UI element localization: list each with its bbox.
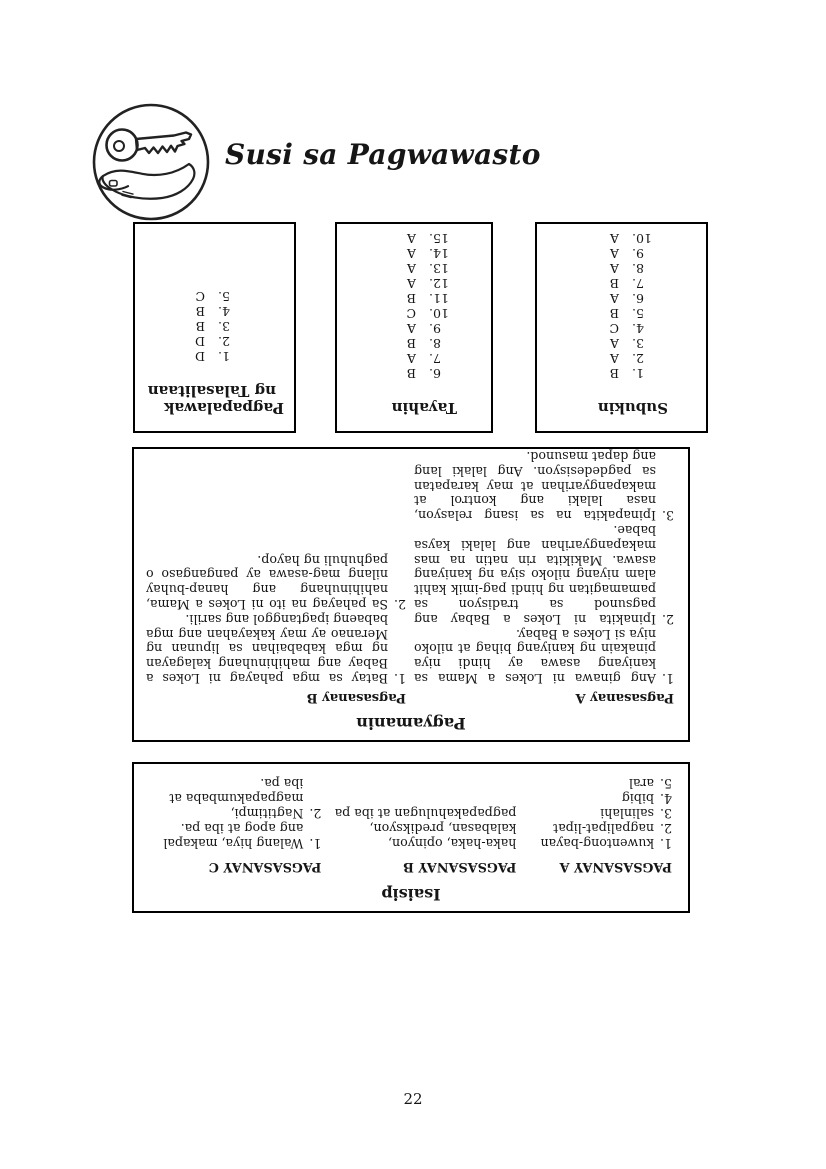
- answer-letter: A: [609, 231, 619, 246]
- hand-holding-key-logo-icon: [90, 101, 212, 223]
- rotated-content: [135, 224, 294, 431]
- item-number: 2.: [393, 597, 406, 613]
- answer-row: [537, 366, 656, 381]
- item-text: Nagtitimpi, magpapakumbaba at iba pa.: [169, 776, 304, 821]
- numbered-answer: [516, 821, 672, 836]
- numbered-answer: [516, 776, 672, 791]
- answer-list: [337, 231, 453, 381]
- numbered-answer: [414, 449, 674, 522]
- answer-row: [135, 304, 242, 319]
- answer-number: 4.: [218, 304, 230, 319]
- answer-row: [537, 351, 656, 366]
- answer-paragraph-list: [414, 449, 674, 685]
- item-number: 2.: [661, 611, 674, 627]
- numbered-answer: [150, 821, 321, 851]
- answer-key-box-tayahin: [335, 222, 493, 433]
- answer-key-box-pagyamanin: [132, 447, 690, 742]
- answer-key-box-isaisip: [132, 762, 690, 913]
- answer-row: [537, 246, 656, 261]
- answer-number: 10.: [429, 306, 449, 321]
- answer-row: [135, 289, 242, 304]
- pagsasanay-a-column: [414, 449, 674, 705]
- answer-row: [337, 231, 453, 246]
- item-text: Ang ginawa ni Lokes a Mama sa kaniyang asawa ay hindi niya pinakain ng kaniyang bihag at niloko niya si Lokes a Babay.: [414, 626, 656, 686]
- item-number: 1.: [393, 671, 406, 686]
- numbered-answer: [414, 626, 674, 685]
- item-number: 5.: [659, 776, 672, 791]
- answer-row: [135, 319, 242, 334]
- numbered-answer: [150, 776, 321, 821]
- pagsasanay-b-column: [146, 449, 406, 705]
- numbered-answer: [516, 806, 672, 821]
- answer-letter: C: [406, 306, 416, 321]
- answer-number: 7.: [429, 351, 441, 366]
- column-heading: Pagsasanay B: [306, 690, 406, 705]
- item-number: 3.: [659, 806, 672, 821]
- item-text: kuwentong-bayan: [540, 836, 654, 851]
- answer-letter: B: [609, 306, 619, 321]
- answer-row: [537, 261, 656, 276]
- answer-number: 2.: [632, 351, 644, 366]
- answer-letter: A: [609, 336, 619, 351]
- answer-row: [135, 349, 242, 364]
- section-title: Pagyamanin: [356, 714, 466, 733]
- column-heading: PAGSASANAY C: [208, 859, 322, 874]
- answer-letter: A: [406, 321, 416, 336]
- answer-row: [337, 291, 453, 306]
- answer-row: [537, 306, 656, 321]
- rotated-content: [337, 224, 491, 431]
- page-title: Susi sa Pagwawasto: [225, 138, 541, 171]
- answer-text: haka-haka, opinyon, kalabasan, prediksyon, pagpapakahulugan at iba pa: [334, 806, 517, 851]
- answer-letter: A: [609, 261, 619, 276]
- item-number: 4.: [659, 791, 672, 806]
- answer-letter: D: [194, 349, 205, 364]
- column-heading: PAGSASANAY A: [559, 859, 672, 874]
- answer-key-box-pagpapalawak: [133, 222, 296, 433]
- answer-letter: A: [406, 261, 416, 276]
- answer-number: 15.: [429, 231, 449, 246]
- answer-letter: B: [195, 319, 205, 334]
- answer-letter: A: [406, 351, 416, 366]
- item-text: Ipinakita ni Lokes a Babay ang pagsunod sa tradisyon sa pamamagitan ng hindi pag-imik kahit alam niyang niloko siya ng kaniyang asawa. Makikita rin natin na mas makapangyarihan ang lalaki kaysa babae.: [414, 523, 656, 627]
- item-text: nagpalipat-lipat: [553, 821, 654, 836]
- answer-number: 12.: [429, 276, 449, 291]
- answer-number: 1.: [218, 349, 230, 364]
- answer-list: [537, 231, 656, 381]
- answer-row: [537, 321, 656, 336]
- item-text: salinlahi: [600, 806, 654, 821]
- answer-letter: B: [609, 366, 619, 381]
- answer-letter: B: [406, 366, 416, 381]
- answer-number: 6.: [429, 366, 441, 381]
- answer-number: 8.: [632, 261, 644, 276]
- answer-number: 14.: [429, 246, 449, 261]
- answer-row: [337, 246, 453, 261]
- answer-number: 2.: [218, 334, 230, 349]
- answer-letter: C: [609, 321, 619, 336]
- item-number: 2.: [309, 806, 322, 821]
- answer-letter: A: [406, 276, 416, 291]
- numbered-answer: [516, 836, 672, 851]
- answer-number: 6.: [632, 291, 644, 306]
- pagsasanay-a-column: [516, 776, 672, 874]
- answer-key-title: Tayahin: [391, 399, 457, 417]
- answer-number: 11.: [429, 291, 449, 306]
- answer-row: [337, 261, 453, 276]
- answer-row: [537, 276, 656, 291]
- numbered-answer: [146, 552, 406, 611]
- item-number: 3.: [661, 508, 674, 524]
- pagsasanay-c-column: [150, 776, 321, 874]
- answer-letter: B: [406, 291, 416, 306]
- rotated-content: [537, 224, 706, 431]
- answer-number: 5.: [218, 289, 230, 304]
- item-number: 2.: [659, 821, 672, 836]
- pagsasanay-b-column: [321, 776, 516, 874]
- rotated-content: [134, 449, 688, 740]
- answer-row: [537, 231, 656, 246]
- item-text: Sa pahayag na ito ni Lokes a Mama, nahihinuhang ang hanap-buhay nilang mag-asawa ay pangangaso o paghuhuli ng hayop.: [146, 552, 388, 613]
- item-number: 1.: [659, 836, 672, 851]
- answer-letter: D: [194, 334, 205, 349]
- answer-list: [516, 776, 672, 851]
- title-line-1: Pagpapalawak: [164, 399, 284, 417]
- answer-key-title: Subukin: [597, 399, 668, 417]
- numbered-answer: [414, 522, 674, 626]
- item-text: aral: [628, 776, 654, 791]
- rotated-content: [134, 764, 688, 911]
- answer-number: 9.: [429, 321, 441, 336]
- answer-letter: A: [406, 246, 416, 261]
- answer-number: 13.: [429, 261, 449, 276]
- answer-number: 8.: [429, 336, 441, 351]
- answer-number: 3.: [632, 336, 644, 351]
- item-number: 1.: [309, 836, 322, 851]
- answer-number: 10.: [632, 231, 652, 246]
- item-text: bibig: [621, 791, 654, 806]
- page-number: 22: [403, 1090, 423, 1108]
- answer-row: [337, 351, 453, 366]
- answer-paragraph-list: [146, 552, 406, 685]
- answer-letter: A: [609, 351, 619, 366]
- answer-row: [337, 306, 453, 321]
- answer-number: 4.: [632, 321, 644, 336]
- answer-row: [135, 334, 242, 349]
- answer-row: [337, 276, 453, 291]
- item-text: Ipinapakita na sa isang relasyon, nasa lalaki ang kontrol at makapangyarihan at may karapatan sa pagdedesisyon. Ang lalaki lang ang dapat masunod.: [414, 449, 656, 524]
- answer-number: 5.: [632, 306, 644, 321]
- answer-letter: A: [406, 231, 416, 246]
- column-heading: PAGSASANAY B: [403, 859, 517, 874]
- numbered-answer: [146, 611, 406, 685]
- answer-row: [337, 366, 453, 381]
- column-heading: Pagsasanay A: [575, 690, 674, 705]
- numbered-answer: [516, 791, 672, 806]
- answer-row: [537, 336, 656, 351]
- answer-list: [150, 776, 321, 851]
- title-line-2: ng Talasalitaan: [147, 382, 276, 400]
- item-text: Batay sa mga pahayag ni Lokes a Babay ang mahihinuhang kalagayan ng mga kababaihan sa lipunan ng Meranao ay may kakayahan ang mga babaeng ipagtanggol ang sarili.: [146, 611, 388, 686]
- answer-row: [337, 336, 453, 351]
- item-text: Walang hiya, makapal ang apog at iba pa.: [163, 821, 304, 851]
- answer-key-box-subukin: [535, 222, 708, 433]
- answer-number: 9.: [632, 246, 644, 261]
- answer-letter: B: [609, 276, 619, 291]
- answer-row: [537, 291, 656, 306]
- answer-number: 1.: [632, 366, 644, 381]
- item-number: 1.: [661, 671, 674, 686]
- answer-list: [135, 289, 242, 364]
- answer-letter: B: [406, 336, 416, 351]
- answer-letter: A: [609, 246, 619, 261]
- answer-number: 3.: [218, 319, 230, 334]
- answer-letter: C: [195, 289, 205, 304]
- answer-number: 7.: [632, 276, 644, 291]
- answer-key-title: [135, 382, 284, 416]
- answer-row: [337, 321, 453, 336]
- section-title: Isaisip: [381, 885, 441, 904]
- answer-letter: A: [609, 291, 619, 306]
- answer-letter: B: [195, 304, 205, 319]
